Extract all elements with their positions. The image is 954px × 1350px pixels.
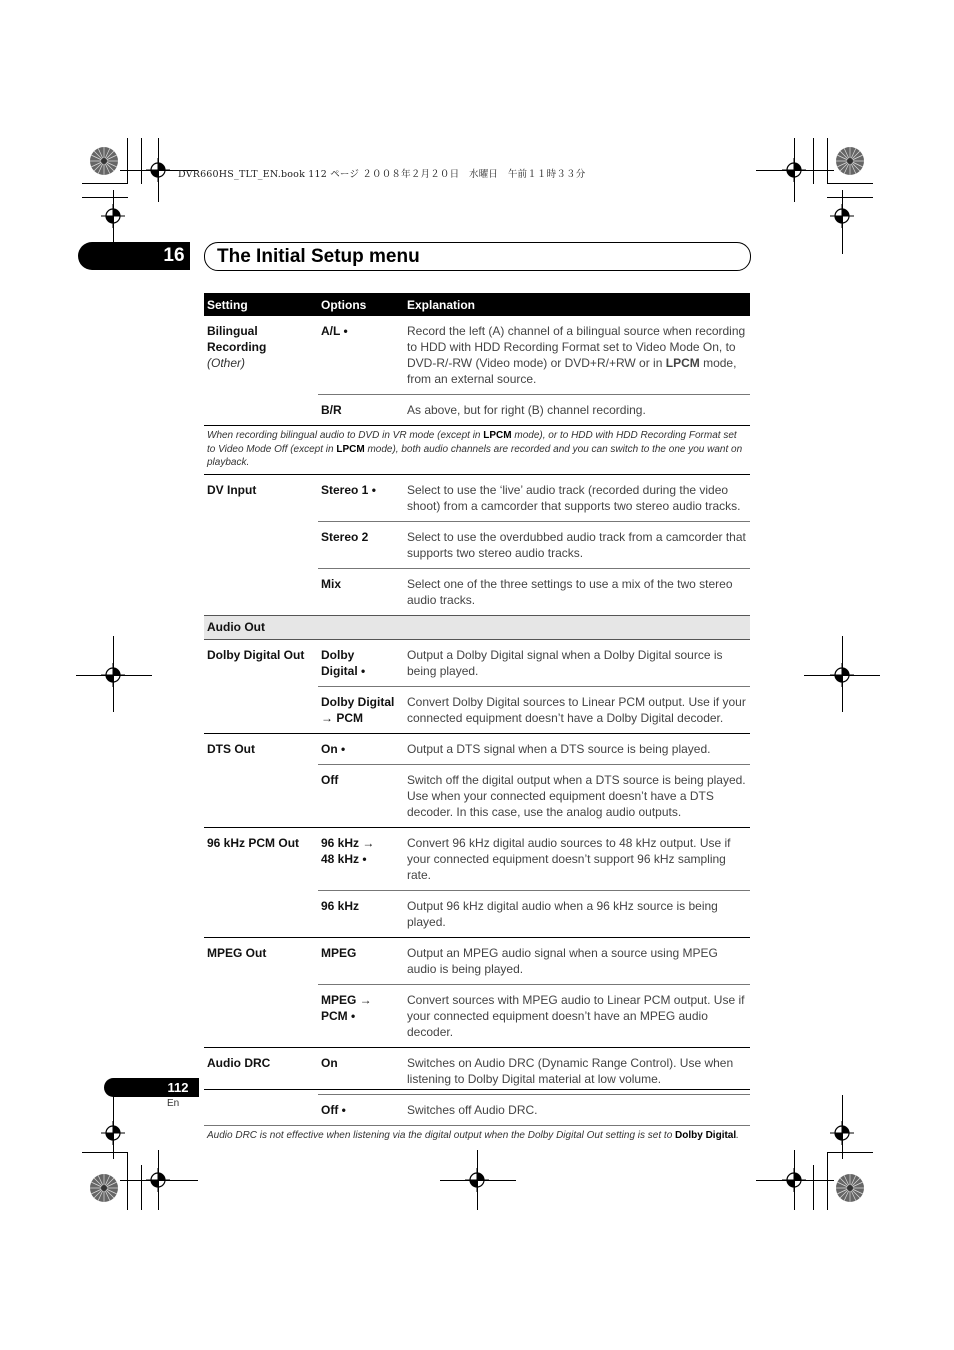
section-title: Audio Out [204, 615, 750, 639]
header-options: Options [318, 293, 404, 316]
setting-dv-input: DV Input [204, 474, 318, 615]
option-label: Mix [318, 568, 404, 615]
settings-table [204, 293, 750, 1146]
setting-96khz-pcm-out: 96 kHz PCM Out [204, 827, 318, 937]
option-explanation: Convert Dolby Digital sources to Linear PCM output. Use if your connected equipment doesn’t have a Dolby Digital decoder. [404, 686, 750, 733]
option-explanation: Convert 96 kHz digital audio sources to 48 kHz output. Use if your connected equipment doesn’t support 96 kHz sampling rate. [404, 827, 750, 890]
option-label: MPEG → PCM • [318, 984, 404, 1047]
page-number: 112 [167, 1080, 189, 1095]
audio-drc-note: Audio DRC is not effective when listening via the digital output when the Dolby Digital Out setting is set to Dolby Digital. [204, 1125, 750, 1146]
table-row [204, 937, 750, 984]
table-row [204, 316, 750, 395]
setting-sublabel: (Other) [207, 356, 246, 370]
sunburst-registration-icon [835, 1173, 865, 1203]
table-bottom-rule [204, 1089, 750, 1090]
section-row-audio-out [204, 615, 750, 639]
option-explanation: Switches on Audio DRC (Dynamic Range Control). Use when listening to Dolby Digital material at low volume. [404, 1047, 750, 1094]
option-explanation: Convert sources with MPEG audio to Linear PCM output. Use if your connected equipment doesn’t have an MPEG audio decoder. [404, 984, 750, 1047]
option-label: 96 kHz → 48 kHz • [318, 827, 404, 890]
option-explanation: Output 96 kHz digital audio when a 96 kHz source is being played. [404, 890, 750, 937]
table-row [204, 639, 750, 686]
option-explanation: Select to use the overdubbed audio track from a camcorder that supports two stereo audio tracks. [404, 521, 750, 568]
option-label: 96 kHz [318, 890, 404, 937]
chapter-title: The Initial Setup menu [217, 246, 420, 267]
setting-dolby-digital-out: Dolby Digital Out [207, 647, 305, 662]
option-label: Stereo 2 [318, 521, 404, 568]
page-language: En [167, 1098, 180, 1109]
option-label: Off [318, 764, 404, 827]
book-file-header: DVR660HS_TLT_EN.book 112 ページ ２００８年２月２０日 水曜日 午前１１時３３分 [178, 169, 586, 180]
option-label: Dolby Digital → PCM [318, 686, 404, 733]
table-header-row [204, 293, 750, 316]
option-explanation: Record the left (A) channel of a bilingual source when recording to HDD with HDD Recording Format set to Video Mode On, to DVD-R/-RW (Video mode) or DVD+R/+RW or in LPCM mode, from an external source. [407, 324, 746, 386]
chapter-number: 16 [163, 245, 185, 266]
chapter-title-box [204, 242, 751, 271]
setting-mpeg-out: MPEG Out [204, 937, 318, 1047]
bilingual-note: When recording bilingual audio to DVD in VR mode (except in LPCM mode), or to HDD with HDD Recording Format set to Video Mode Off (except in LPCM mode), both audio channels are recorded and you can switch to the one you want on playback. [204, 426, 750, 475]
option-label: A/L • [321, 324, 348, 338]
option-label: Stereo 1 • [318, 474, 404, 521]
option-explanation: Output an MPEG audio signal when a source using MPEG audio is being played. [404, 937, 750, 984]
header-setting: Setting [204, 293, 318, 316]
header-explanation: Explanation [404, 293, 750, 316]
option-label: On • [318, 733, 404, 764]
option-label: On [318, 1047, 404, 1094]
option-explanation: Output a Dolby Digital signal when a Dolby Digital source is being played. [407, 647, 723, 678]
setting-label: Bilingual Recording [207, 324, 267, 354]
sunburst-registration-icon [89, 146, 119, 176]
sunburst-registration-icon [89, 1173, 119, 1203]
table-note-row [204, 426, 750, 475]
table-row [204, 827, 750, 890]
sunburst-registration-icon [835, 146, 865, 176]
option-explanation: Select one of the three settings to use a mix of the two stereo audio tracks. [404, 568, 750, 615]
setting-dts-out: DTS Out [204, 733, 318, 827]
option-label: Off • [318, 1094, 404, 1125]
setting-bilingual-recording [204, 316, 318, 426]
option-explanation: Switch off the digital output when a DTS source is being played. Use when your connected equipment doesn’t have a DTS decoder. In this case, use the analog audio outputs. [404, 764, 750, 827]
table-row [204, 733, 750, 764]
option-label: Dolby Digital • [321, 647, 366, 678]
option-explanation: Switches off Audio DRC. [404, 1094, 750, 1125]
option-explanation: Select to use the ‘live’ audio track (recorded during the video shoot) from a camcorder that supports two stereo audio tracks. [404, 474, 750, 521]
option-explanation: Output a DTS signal when a DTS source is being played. [404, 733, 750, 764]
table-row [204, 1047, 750, 1094]
table-note-row [204, 1125, 750, 1146]
option-label: MPEG [318, 937, 404, 984]
option-label: B/R [318, 395, 404, 426]
table-row [204, 474, 750, 521]
option-explanation: As above, but for right (B) channel recording. [404, 395, 750, 426]
setting-audio-drc: Audio DRC [204, 1047, 318, 1125]
